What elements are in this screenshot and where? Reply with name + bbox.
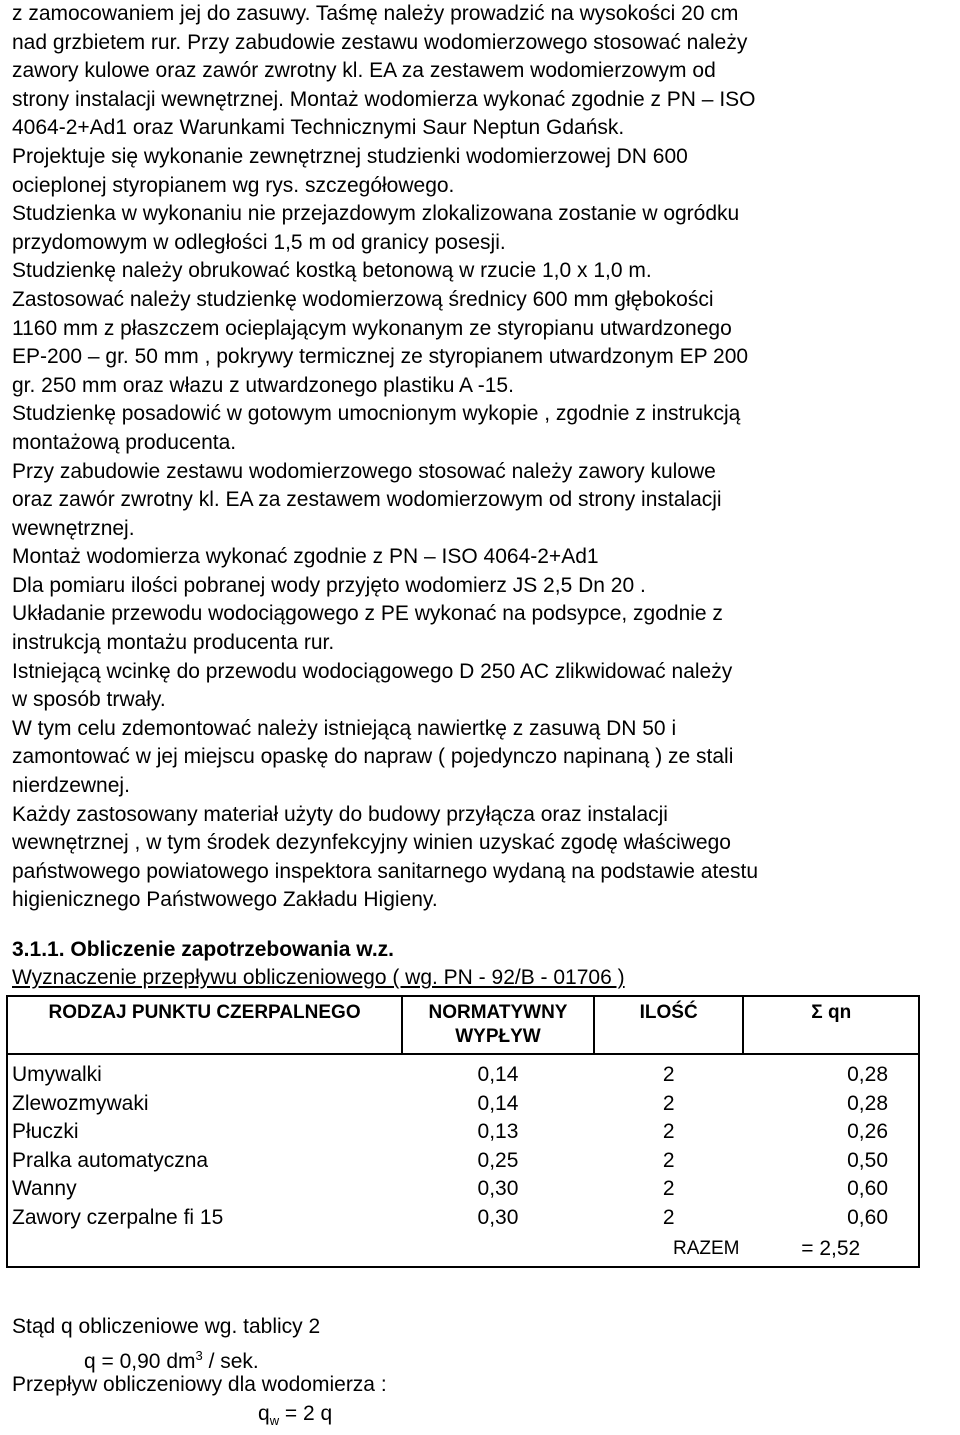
col-header-norm-flow: NORMATYWNY WYPŁYW <box>402 996 594 1054</box>
table-row <box>7 1118 919 1147</box>
row-name: Umywalki <box>12 1063 102 1086</box>
row-flow: 0,25 <box>477 1148 519 1172</box>
table-total-row <box>7 1232 919 1267</box>
table-row <box>7 1054 919 1090</box>
document-body <box>12 0 948 915</box>
text-line: oraz zawór zwrotny kl. EA za zestawem wodomierzowym od strony instalacji <box>12 488 722 512</box>
text-line: montażową producenta. <box>12 430 237 454</box>
empty-cell <box>7 1232 402 1267</box>
text-line: wewnętrznej. <box>12 516 135 540</box>
row-name: Wanny <box>12 1177 77 1200</box>
text-line: EP-200 – gr. 50 mm , pokrywy termicznej ze styropianem utwardzonym EP 200 <box>12 345 749 369</box>
text-line: Przy zabudowie zestawu wodomierzowego stosować należy zawory kulowe <box>12 459 716 483</box>
total-label: RAZEM <box>672 1238 740 1259</box>
row-flow: 0,14 <box>477 1063 519 1086</box>
result-line-4 <box>12 1399 387 1428</box>
text-line: Istniejącą wcinkę do przewodu wodociągowego D 250 AC zlikwidować należy <box>12 659 733 683</box>
total-value: = 2,52 <box>801 1237 861 1260</box>
text-line: Dla pomiaru ilości pobranej wody przyjęto wodomierz JS 2,5 Dn 20 . <box>12 573 646 597</box>
text-line: zawory kulowe oraz zawór zwrotny kl. EA za zestawem wodomierzowym od <box>12 59 716 83</box>
flow-table <box>6 995 920 1268</box>
text-line: instrukcją montażu producenta rur. <box>12 631 335 655</box>
row-sum: 0,60 <box>847 1177 888 1200</box>
row-name: Płuczki <box>12 1120 79 1143</box>
result-section <box>12 1312 387 1428</box>
result-line-1: Stąd q obliczeniowe wg. tablicy 2 <box>12 1315 321 1338</box>
row-name: Zlewozmywaki <box>12 1091 149 1115</box>
section-heading: 3.1.1. Obliczenie zapotrzebowania w.z. <box>12 938 394 961</box>
row-flow: 0,13 <box>477 1120 519 1143</box>
text-line: państwowego powiatowego inspektora sanitarnego wydaną na podstawie atestu <box>12 859 758 883</box>
qw-formula: = 2 q <box>279 1402 333 1425</box>
row-sum: 0,28 <box>847 1063 888 1086</box>
text-line: higienicznego Państwowego Zakładu Higieny. <box>12 888 438 912</box>
row-sum: 0,50 <box>847 1148 888 1172</box>
table-row <box>7 1175 919 1204</box>
text-line: 1160 mm z płaszczem ocieplającym wykonanym ze styropianu utwardzonego <box>12 316 732 340</box>
subheading-text: Wyznaczenie przepływu obliczeniowego ( wg. PN - 92/B - 01706 ) <box>12 966 625 989</box>
text-line: w sposób trwały. <box>12 688 166 712</box>
text-line: nierdzewnej. <box>12 774 130 798</box>
table-row <box>7 1147 919 1176</box>
text-line: zamontować w jej miejscu opaskę do napraw ( pojedynczo napinaną ) ze stali <box>12 745 734 769</box>
text-line: Montaż wodomierza wykonać zgodnie z PN – ISO 4064-2+Ad1 <box>12 545 599 569</box>
row-sum: 0,28 <box>847 1091 888 1115</box>
text-line: Zastosować należy studzienkę wodomierzową średnicy 600 mm głębokości <box>12 287 714 311</box>
text-line: Układanie przewodu wodociągowego z PE wykonać na podsypce, zgodnie z <box>12 602 723 626</box>
row-qty: 2 <box>662 1120 675 1143</box>
text-line: Studzienkę posadowić w gotowym umocnionym wykopie , zgodnie z instrukcją <box>12 402 741 426</box>
qw-symbol: q <box>258 1402 270 1425</box>
row-flow: 0,30 <box>477 1205 519 1229</box>
text-line: nad grzbietem rur. Przy zabudowie zestawu wodomierzowego stosować należy <box>12 30 748 54</box>
table-header-row <box>7 996 919 1054</box>
text-line: wewnętrznej , w tym środek dezynfekcyjny winien uzyskać zgodę właściwego <box>12 831 731 855</box>
text-line: Studzienka w wykonaniu nie przejazdowym zlokalizowana zostanie w ogródku <box>12 202 740 226</box>
q-value-text: q = 0,90 dm <box>84 1350 196 1373</box>
row-sum: 0,26 <box>847 1120 888 1143</box>
row-qty: 2 <box>662 1177 675 1200</box>
row-qty: 2 <box>662 1148 675 1172</box>
row-name: Pralka automatyczna <box>12 1148 209 1172</box>
exponent: 3 <box>195 1348 203 1363</box>
row-flow: 0,30 <box>477 1177 519 1200</box>
row-qty: 2 <box>662 1091 675 1115</box>
row-name: Zawory czerpalne fi 15 <box>12 1205 224 1229</box>
unit-text: / sek. <box>202 1350 259 1373</box>
section-subheading <box>12 966 625 990</box>
text-line: Projektuje się wykonanie zewnętrznej studzienki wodomierzowej DN 600 <box>12 144 688 168</box>
result-line-2 <box>12 1341 387 1373</box>
text-line: z zamocowaniem jej do zasuwy. Taśmę należy prowadzić na wysokości 20 cm <box>12 2 739 25</box>
row-sum: 0,60 <box>847 1205 888 1229</box>
col-header-point-type: RODZAJ PUNKTU CZERPALNEGO <box>7 996 402 1054</box>
text-line: gr. 250 mm oraz włazu z utwardzonego plastiku A -15. <box>12 373 514 397</box>
qw-subscript: w <box>269 1413 280 1429</box>
text-line: strony instalacji wewnętrznej. Montaż wodomierza wykonać zgodnie z PN – ISO <box>12 87 756 111</box>
row-qty: 2 <box>662 1205 675 1229</box>
text-line: przydomowym w odległości 1,5 m od granicy posesji. <box>12 230 506 254</box>
row-flow: 0,14 <box>477 1091 519 1115</box>
text-line: ocieplonej styropianem wg rys. szczegółowego. <box>12 173 455 197</box>
text-line: Każdy zastosowany materiał użyty do budowy przyłącza oraz instalacji <box>12 802 668 826</box>
result-line-3: Przepływ obliczeniowy dla wodomierza : <box>12 1373 387 1396</box>
text-line: W tym celu zdemontować należy istniejącą nawiertkę z zasuwą DN 50 i <box>12 716 677 740</box>
text-line: Studzienkę należy obrukować kostką betonową w rzucie 1,0 x 1,0 m. <box>12 259 652 283</box>
col-header-sum-qn: Σ qn <box>743 996 919 1054</box>
col-header-quantity: ILOŚĆ <box>594 996 744 1054</box>
empty-cell <box>402 1232 594 1267</box>
row-qty: 2 <box>662 1063 675 1086</box>
table-row <box>7 1204 919 1233</box>
table-row <box>7 1090 919 1119</box>
text-line: 4064-2+Ad1 oraz Warunkami Technicznymi Saur Neptun Gdańsk. <box>12 116 625 140</box>
